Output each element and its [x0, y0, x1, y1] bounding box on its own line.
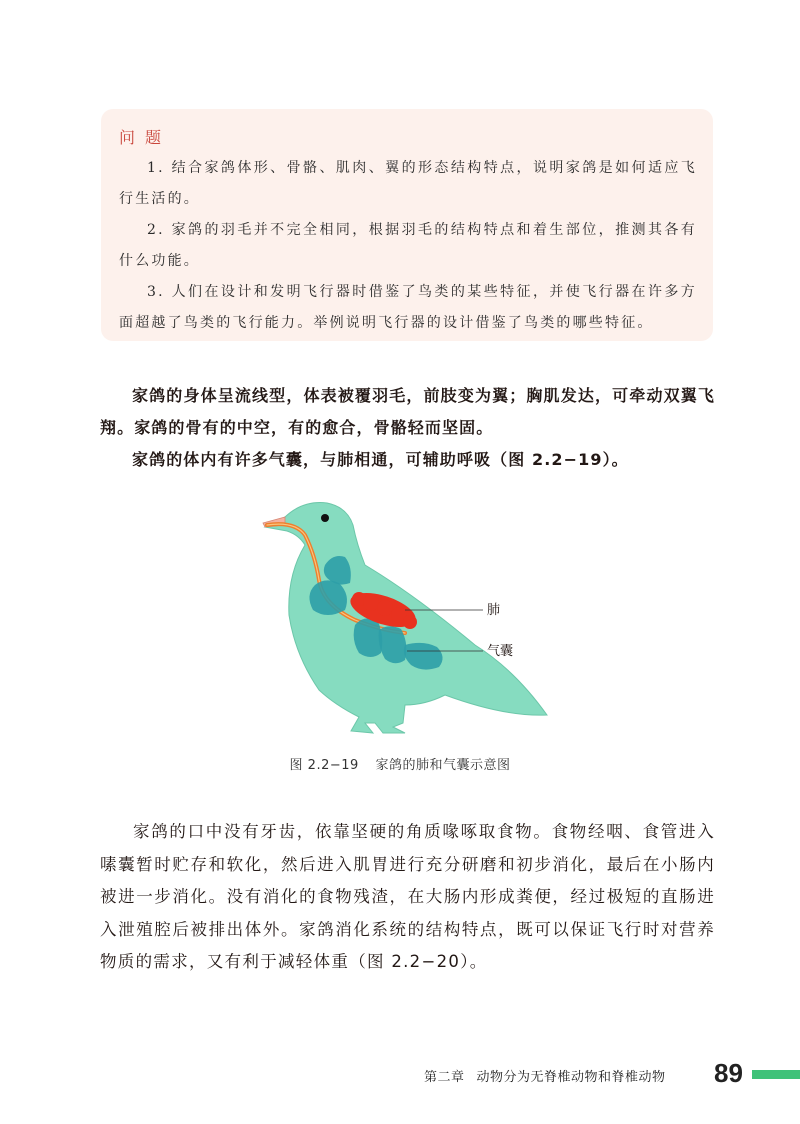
footer-accent-bar	[752, 1070, 800, 1079]
pigeon-figure	[255, 495, 555, 740]
air-sac-middle	[354, 618, 383, 657]
figure-caption	[0, 754, 800, 773]
lung-lobe	[363, 595, 379, 611]
chapter-number: 第二章	[424, 1070, 465, 1085]
pigeon-eye	[321, 514, 329, 522]
paragraph-air-sacs: 家鸽的体内有许多气囊，与肺相通，可辅助呼吸（图 2.2−19）。	[132, 450, 629, 469]
paragraph-body-shape: 家鸽的身体呈流线型，体表被覆羽毛，前肢变为翼；胸肌发达，可牵动双翼飞翔。家鸽的骨有的中空，有的愈合，骨骼轻而坚固。	[100, 386, 715, 437]
pigeon-lung-airsac-diagram	[255, 495, 555, 740]
label-lung: 肺	[487, 603, 501, 618]
caption-text: 家鸽的肺和气囊示意图	[375, 758, 511, 773]
lung-lobe	[403, 615, 417, 629]
questions-box	[101, 109, 713, 341]
air-sac-front	[309, 580, 347, 615]
question-3: 3. 人们在设计和发明飞行器时借鉴了鸟类的某些特征，并使飞行器在许多方面超越了鸟类的飞行能力。举例说明飞行器的设计借鉴了鸟类的哪些特征。	[119, 284, 697, 331]
question-1: 1. 结合家鸽体形、骨骼、肌肉、翼的形态结构特点，说明家鸽是如何适应飞行生活的。	[119, 160, 697, 207]
label-airsac: 气囊	[487, 644, 514, 659]
caption-number: 图 2.2−19	[289, 758, 359, 773]
paragraph-digestion: 家鸽的口中没有牙齿，依靠坚硬的角质喙啄取食物。食物经咽、食管进入嗉囊暂时贮存和软化，然后进入肌胃进行充分研磨和初步消化，最后在小肠内被进一步消化。没有消化的食物残渣，在大肠内形成粪便，经过极短的直肠进入泄殖腔后被排出体外。家鸽消化系统的结构特点，既可以保证飞行时对营养物质的需求，又有利于减轻体重（图 2.2−20）。	[100, 822, 715, 971]
question-2: 2. 家鸽的羽毛并不完全相同，根据羽毛的结构特点和着生部位，推测其各有什么功能。	[119, 222, 697, 269]
chapter-title: 动物分为无脊椎动物和脊椎动物	[476, 1070, 666, 1085]
questions-title: 问题	[119, 128, 172, 147]
page-number: 89	[714, 1058, 743, 1088]
footer-chapter	[424, 1066, 678, 1085]
lung-lobe	[377, 600, 393, 616]
